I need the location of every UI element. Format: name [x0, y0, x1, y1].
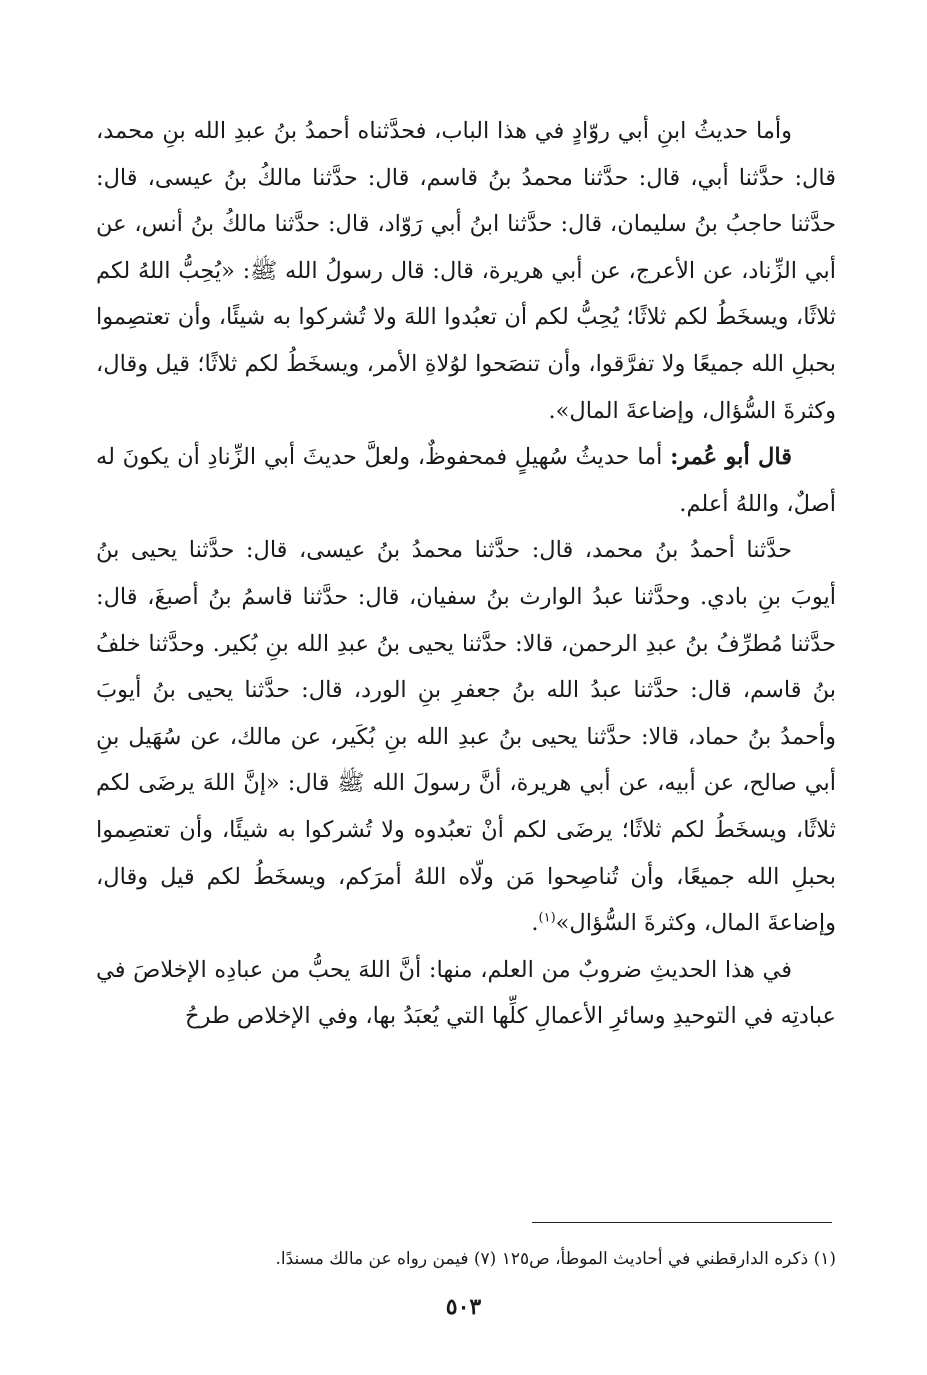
- paragraph-1: [96, 108, 836, 434]
- paragraph-1-text: وأما حديثُ ابنِ أبي روّادٍ في هذا الباب، فحدَّثناه أحمدُ بنُ عبدِ الله بنِ محمد، قال: حدَّثنا أبي، قال: حدَّثنا محمدُ بنُ قاسم، قال: حدَّثنا مالكُ بنُ عيسى، قال: حدَّثنا حاجبُ بنُ سليمان، قال: حدَّثنا ابنُ أبي رَوّاد، قال: حدَّثنا مالكُ بنُ أنس، عن أبي الزِّناد، عن الأعرج، عن أبي هريرة، قال: قال رسولُ الله ﷺ: «يُحِبُّ اللهُ لكم ثلاثًا، ويسخَطُ لكم ثلاثًا؛ يُحِبُّ لكم أن تعبُدوا اللهَ ولا تُشركوا به شيئًا، وأن تعتصِموا بحبلِ الله جميعًا ولا تفرَّقوا، وأن تنصَحوا لوُلاةِ الأمر، ويسخَطُ لكم ثلاثًا؛ قيل وقال، وكثرةَ السُّؤال، وإضاعةَ المال».: [96, 118, 836, 424]
- paragraph-4-text: في هذا الحديثِ ضروبٌ من العلم، منها: أنَّ اللهَ يحبُّ من عبادِه الإخلاصَ في عبادتِه في التوحيدِ وسائرِ الأعمالِ كلِّها التي يُعبَدُ بها، وفي الإخلاص طرحُ: [96, 956, 836, 1030]
- page-number: ٥٠٣: [445, 1294, 482, 1320]
- page-body: [96, 108, 836, 1040]
- paragraph-2: [96, 434, 836, 527]
- paragraph-4: [96, 947, 836, 1040]
- paragraph-2-text: أما حديثُ سُهيلٍ فمحفوظٌ، ولعلَّ حديثَ أبي الزِّنادِ أن يكونَ له أصلٌ، واللهُ أعلم.: [96, 444, 836, 517]
- paragraph-3: [96, 527, 836, 946]
- paragraph-2-speaker: قال أبو عُمر:: [670, 444, 792, 471]
- footnote-text: (١) ذكره الدارقطني في أحاديث الموطأ، ص١٢٥ (٧) فيمن رواه عن مالك مسندًا.: [275, 1249, 836, 1269]
- footnote-reference[interactable]: (١): [538, 910, 556, 926]
- paragraph-3-text: حدَّثنا أحمدُ بنُ محمد، قال: حدَّثنا محمدُ بنُ عيسى، قال: حدَّثنا يحيى بنُ أيوبَ بنِ بادي. وحدَّثنا عبدُ الوارث بنُ سفيان، قال: حدَّثنا قاسمُ بنُ أصبغَ، قال: حدَّثنا مُطرِّفُ بنُ عبدِ الرحمن، قالا: حدَّثنا يحيى بنُ عبدِ الله بنِ بُكير. وحدَّثنا خلفُ بنُ قاسم، قال: حدَّثنا عبدُ الله بنُ جعفرِ بنِ الورد، قال: حدَّثنا يحيى بنُ أيوبَ وأحمدُ بنُ حماد، قالا: حدَّثنا يحيى بنُ عبدِ الله بنِ بُكَير، عن مالك، عن سُهَيل بنِ أبي صالح، عن أبيه، عن أبي هريرة، أنَّ رسولَ الله ﷺ قال: «إنَّ اللهَ يرضَى لكم ثلاثًا، ويسخَطُ لكم ثلاثًا؛ يرضَى لكم أنْ تعبُدوه ولا تُشركوا به شيئًا، وأن تعتصِموا بحبلِ الله جميعًا، وأن تُناصِحوا مَن ولّاه اللهُ أمرَكم، ويسخَطُ لكم قيل وقال، وإضاعةَ المال، وكثرةَ السُّؤال»: [96, 537, 836, 937]
- footnote: [96, 1244, 836, 1274]
- paragraph-3-tail: .: [531, 910, 539, 937]
- footnote-divider: [532, 1222, 832, 1223]
